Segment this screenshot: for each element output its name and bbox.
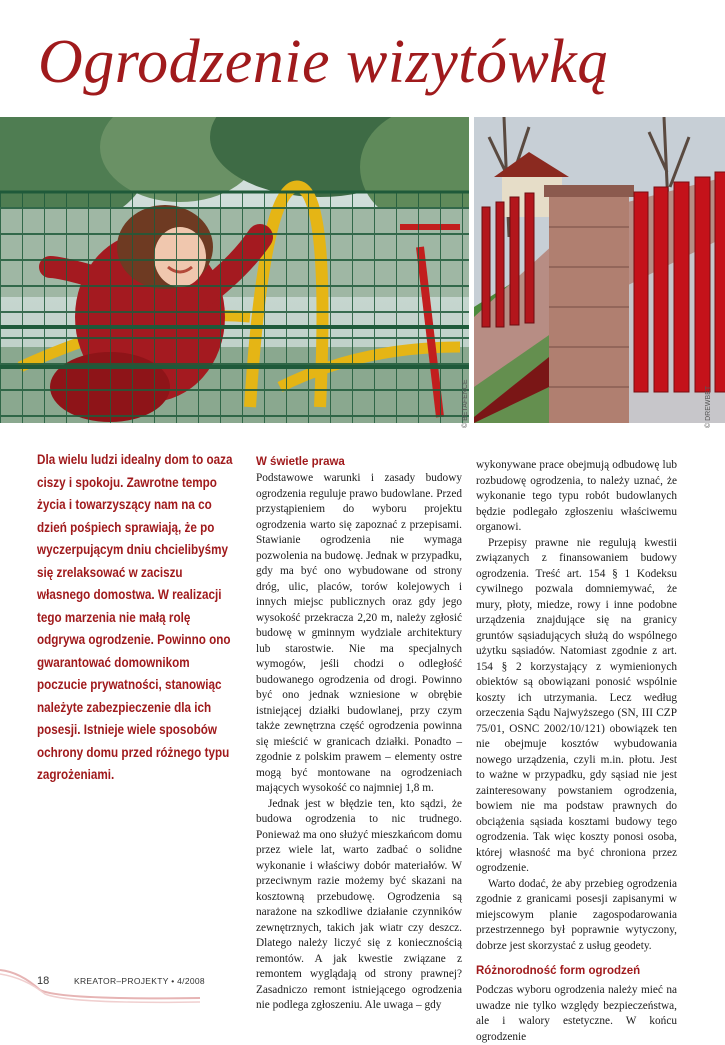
photo-playground-fence [0,117,469,423]
article-title: Ogrodzenie wizytówką [38,28,609,96]
article-column-middle [256,454,462,1014]
page-number: 18 [37,975,50,987]
page-footer [0,960,725,1024]
paragraph: Przepisy prawne nie regulują kwestii związanych z finansowaniem budowy ogrodzenia. Treść art. 154 § 1 Kodeksu cywilnego pozwala domniemywać, że mury, płoty, miedze, rowy i inne podobne urządzenia znajdujące się na granicy gruntów sąsiadujących służą do wspólnego użytku sąsiadów. Natomiast zgodnie z art. 154 § 2 korzystający z wymienionych obiektów są obowiązani ponosić wspólnie koszty ich utrzymania. Lecz według orzeczenia Sądu Najwyższego (SN, III CZP 75/01, OSNC 2002/10/121) obowiązek ten nie obejmuje kosztów wybudowania nowego urządzenia, czyli m.in. płotu. Jest to ważne w przypadku, gdy sąsiad nie jest zainteresowany powstaniem ogrodzenia, bowiem nie ma podstaw prawnych do obciążenia sąsiada kosztami budowy tego ogrodzenia. Tak więc koszty ponosi osoba, której własność ma być chroniona przez ogrodzenie. [476,536,677,874]
paragraph: wykonywane prace obejmują odbudowę lub rozbudowę ogrodzenia, to należy uznać, że wykonanie tego typu robót budowlanych będzie podlegało zgłoszeniu właściwemu organowi. [476,459,677,533]
magazine-issue: KREATOR–PROJEKTY • 4/2008 [74,976,205,986]
paragraph: Podstawowe warunki i zasady budowy ogrodzenia reguluje prawo budowlane. Przed przystąpieniem do wyboru projektu ogrodzenia warto się zapoznać z przepisami. Stawianie ogrodzenia nie wymaga pozwolenia na budowę. Jednak w przypadku, gdy ma być ono wybudowane od strony dróg, ulic, placów, torów kolejowych i innych miejsc publicznych oraz gdy jego wysokość przekracza 2,20 m, należy zgłosić budowę w gminnym wydziale architektury lub starostwie. Nie ma specjalnych wymogów, jeśli chodzi o odległość budowanego ogrodzenia od drogi. Powinno być ono jednak wzniesione w obrębie istniejącej działki budowlanej, przy czym także zewnętrzna część ogrodzenia powinna się mieścić w granicach działki. Ponadto – zgodnie z polskim prawem – elementy ostre mogą być montowane na ogrodzeniach mających wysokość co najmniej 1,8 m. [256,472,462,794]
section-heading-forms: Różnorodność form ogrodzeń [476,965,641,977]
footer-swoosh-decoration [0,960,725,1024]
photo-red-picket-fence [474,117,725,423]
article-lead: Dla wielu ludzi idealny dom to oaza ciszy i spokoju. Zawrotne tempo życia i towarzyszący nam na co dzień pośpiech sprawiają, że po wyczerpującym dniu chcielibyśmy się zrelaksować w zaciszu własnego domostwa. W realizacji tego marzenia nie małą rolę odgrywa ogrodzenie. Powinno ono gwarantować domownikom poczucie prywatności, stanowiąc należyte zabezpieczenie dla ich posesji. Istnieje wiele sposobów ochrony domu przed różnego typu zagrożeniami. [37,452,233,782]
article-column-right [476,458,677,1045]
paragraph: Podczas wyboru ogrodzenia należy mieć na uwadze nie tylko względy bezpieczeństwa, ale i walory estetyczne. W końcu ogrodzenie [476,984,677,1043]
paragraph: Jednak jest w błędzie ten, kto sądzi, że budowa ogrodzenia to nic trudnego. Ponieważ ma ono służyć mieszkańcom domu przez wiele lat, warto zadbać o solidne wykonanie i właściwy dobór materiałów. W przeciwnym razie możemy być skazani na kosztowną przebudowę. Ogrodzenia są narażone na szkodliwe działanie czynników zewnętrznych, takich jak wiatr czy deszcz. Dlatego należy liczyć się z koniecznością remontów. A jak kwestie związane z remontem wyglądają od strony prawnej? Zasadniczo remont istniejącego ogrodzenia nie podlega zgłoszeniu. Ale uwaga – gdy [256,797,462,1011]
photo-credit-drewbet: © DREWBET [705,385,712,428]
section-heading-law: W świetle prawa [256,456,345,468]
photo-credit-betafence: © BETAFENCE [462,379,469,428]
paragraph: Warto dodać, że aby przebieg ogrodzenia zgodnie z granicami posesji zapisanymi w miejscowym planie zagospodarowania przestrzennego był poprawnie wytyczony, dobrze jest skorzystać z usług geodety. [476,877,677,952]
